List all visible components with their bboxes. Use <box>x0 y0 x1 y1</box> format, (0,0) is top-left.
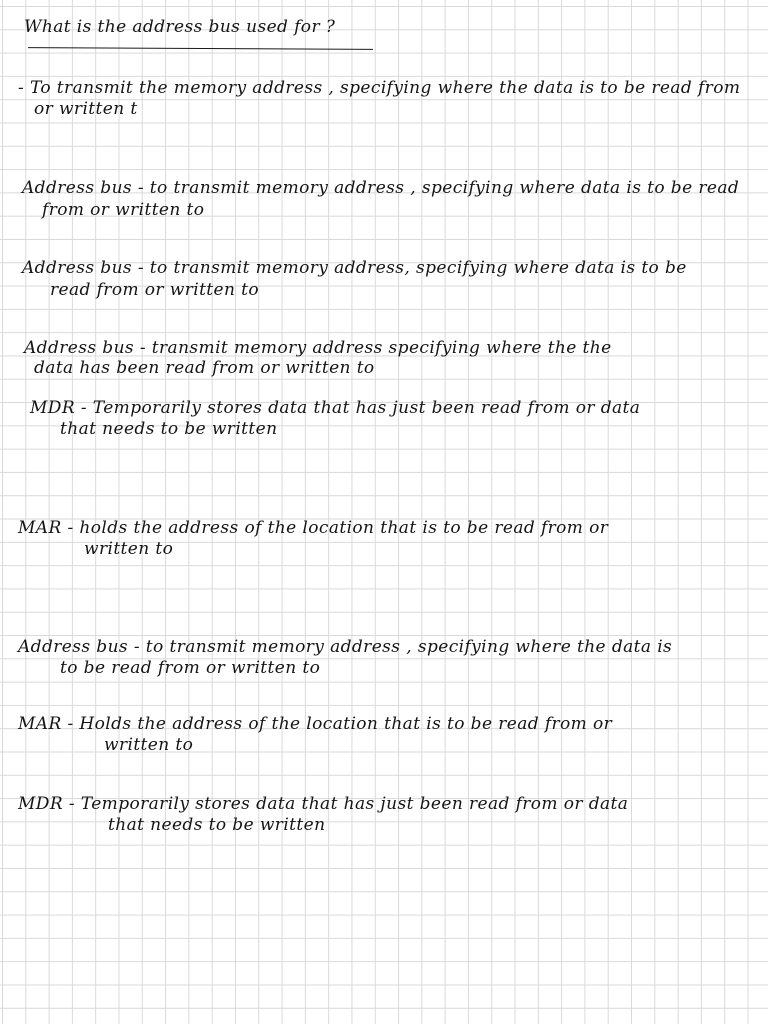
answer-2-line-1: Address bus - to transmit memory address , specifying where data is to be read <box>22 178 740 198</box>
answer-4-line-2: data has been read from or written to <box>34 358 375 378</box>
mdr-definition-2-line-2: that needs to be written <box>108 815 326 835</box>
mar-definition-1-line-2: written to <box>84 539 174 559</box>
mdr-definition-1-line-1: MDR - Temporarily stores data that has just been read from or data <box>30 398 641 418</box>
mdr-definition-1-line-2: that needs to be written <box>60 419 278 439</box>
answer-1-line-2: or written t <box>34 99 138 119</box>
answer-2-line-2: from or written to <box>42 200 205 220</box>
question-heading: What is the address bus used for ? <box>24 17 336 37</box>
answer-4-line-1: Address bus - transmit memory address specifying where the the <box>24 338 612 358</box>
answer-1-line-1: - To transmit the memory address , specifying where the data is to be read from <box>18 78 741 98</box>
question-underline <box>28 47 373 50</box>
answer-5-line-2: to be read from or written to <box>60 658 321 678</box>
mar-definition-2-line-1: MAR - Holds the address of the location that is to be read from or <box>18 714 613 734</box>
answer-5-line-1: Address bus - to transmit memory address , specifying where the data is <box>18 637 673 657</box>
answer-3-line-2: read from or written to <box>50 280 260 300</box>
mar-definition-1-line-1: MAR - holds the address of the location that is to be read from or <box>18 518 609 538</box>
mdr-definition-2-line-1: MDR - Temporarily stores data that has just been read from or data <box>18 794 629 814</box>
mar-definition-2-line-2: written to <box>104 735 194 755</box>
answer-3-line-1: Address bus - to transmit memory address, specifying where data is to be <box>22 258 687 278</box>
